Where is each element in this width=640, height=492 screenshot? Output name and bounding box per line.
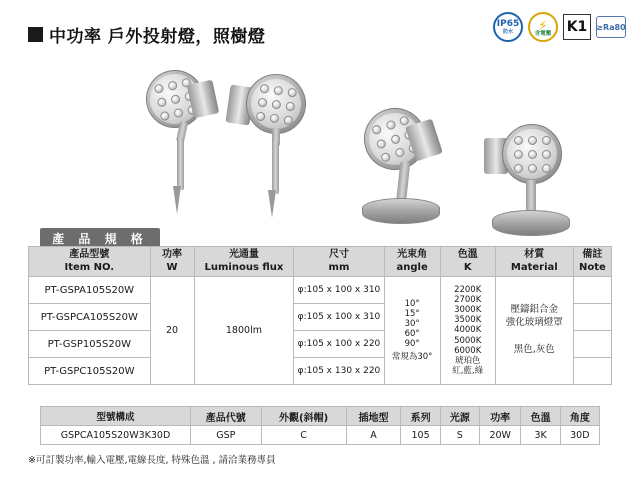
col-header-item: 產品型號 Item NO. <box>29 247 151 277</box>
voltage-badge-icon <box>528 12 558 42</box>
col-header-flux: 光通量 Luminous flux <box>194 247 294 277</box>
model-col-header-product-code: 產品代號 <box>191 407 262 426</box>
cell-item-no: PT-GSPC105S20W <box>29 358 151 385</box>
model-cell-mount-type: A <box>346 426 401 445</box>
cell-size: φ:105 x 100 x 310 <box>294 304 384 331</box>
cell-beam-angle-note: 常規為30° <box>391 352 433 363</box>
ip65-badge-sub: 防水 <box>502 28 513 35</box>
col-header-power: 功率 W <box>150 247 194 277</box>
model-col-header-light-source: 光源 <box>440 407 479 426</box>
product-image-spike-lamp-2 <box>220 62 340 222</box>
model-col-header-mount-type: 插地型 <box>346 407 401 426</box>
cell-note <box>573 331 611 358</box>
ip65-badge-icon <box>493 12 523 42</box>
lightning-bolt-icon: ⚡ <box>538 18 548 34</box>
ra80-badge-icon: ≥Ra80 <box>596 16 626 38</box>
cell-color-temps: 2200K 2700K 3000K 3500K 4000K 5000K 6000K 琥珀色 紅,藍,綠 <box>440 277 495 385</box>
title-bullet-icon <box>28 27 43 42</box>
certification-badges <box>493 12 626 42</box>
col-header-size: 尺寸 mm <box>294 247 384 277</box>
cell-note <box>573 358 611 385</box>
product-image-base-lamp-2 <box>478 120 588 238</box>
cell-material: 壓鑄鋁合金 強化玻璃燈罩 黑色,灰色 <box>495 277 573 385</box>
model-col-header-power: 功率 <box>479 407 521 426</box>
cell-size: φ:105 x 130 x 220 <box>294 358 384 385</box>
voltage-badge-label: 含電壓 <box>534 30 552 37</box>
model-cell-product-code: GSP <box>191 426 262 445</box>
k1-badge-icon: K1 <box>563 14 591 40</box>
cell-note <box>573 304 611 331</box>
footnote: ※可訂製功率,輸入電壓,電線長度, 特殊色溫 , 請洽業務專員 <box>28 455 276 466</box>
model-cell-composition: GSPCA105S20W3K30D <box>41 426 191 445</box>
cell-item-no: PT-GSP105S20W <box>29 331 151 358</box>
model-col-header-angle: 角度 <box>560 407 599 426</box>
model-cell-cct: 3K <box>521 426 560 445</box>
model-col-header-appearance: 外觀(斜帽) <box>261 407 346 426</box>
model-col-header-composition: 型號構成 <box>41 407 191 426</box>
model-cell-power: 20W <box>479 426 521 445</box>
model-cell-series: 105 <box>401 426 440 445</box>
cell-item-no: PT-GSPCA105S20W <box>29 304 151 331</box>
model-col-header-cct: 色溫 <box>521 407 560 426</box>
product-image-base-lamp-1 <box>352 106 462 226</box>
col-header-note: 備註 Note <box>573 247 611 277</box>
col-header-angle: 光束角 angle <box>384 247 440 277</box>
cell-beam-angles: 10° 15° 30° 60° 90° 常規為30° <box>384 277 440 385</box>
model-composition-table <box>40 406 600 445</box>
title-text: 中功率 戶外投射燈，照樹燈 <box>49 27 266 47</box>
cell-size: φ:105 x 100 x 310 <box>294 277 384 304</box>
model-cell-angle: 30D <box>560 426 599 445</box>
model-cell-light-source: S <box>440 426 479 445</box>
spec-table <box>28 246 612 385</box>
col-header-cct: 色溫 K <box>440 247 495 277</box>
table-row <box>41 426 600 445</box>
ip65-badge-main: IP65 <box>496 18 520 29</box>
col-header-material: 材質 Material <box>495 247 573 277</box>
cell-flux: 1800lm <box>194 277 294 385</box>
cell-size: φ:105 x 100 x 220 <box>294 331 384 358</box>
cell-power: 20 <box>150 277 194 385</box>
table-row <box>29 277 612 304</box>
cell-item-no: PT-GSPA105S20W <box>29 277 151 304</box>
spec-section-header: 產 品 規 格 <box>40 228 160 248</box>
page-title <box>28 22 265 47</box>
model-cell-appearance: C <box>261 426 346 445</box>
model-table-header-row <box>41 407 600 426</box>
cell-note <box>573 277 611 304</box>
product-images <box>0 48 640 223</box>
model-col-header-series: 系列 <box>401 407 440 426</box>
spec-table-header-row <box>29 247 612 277</box>
